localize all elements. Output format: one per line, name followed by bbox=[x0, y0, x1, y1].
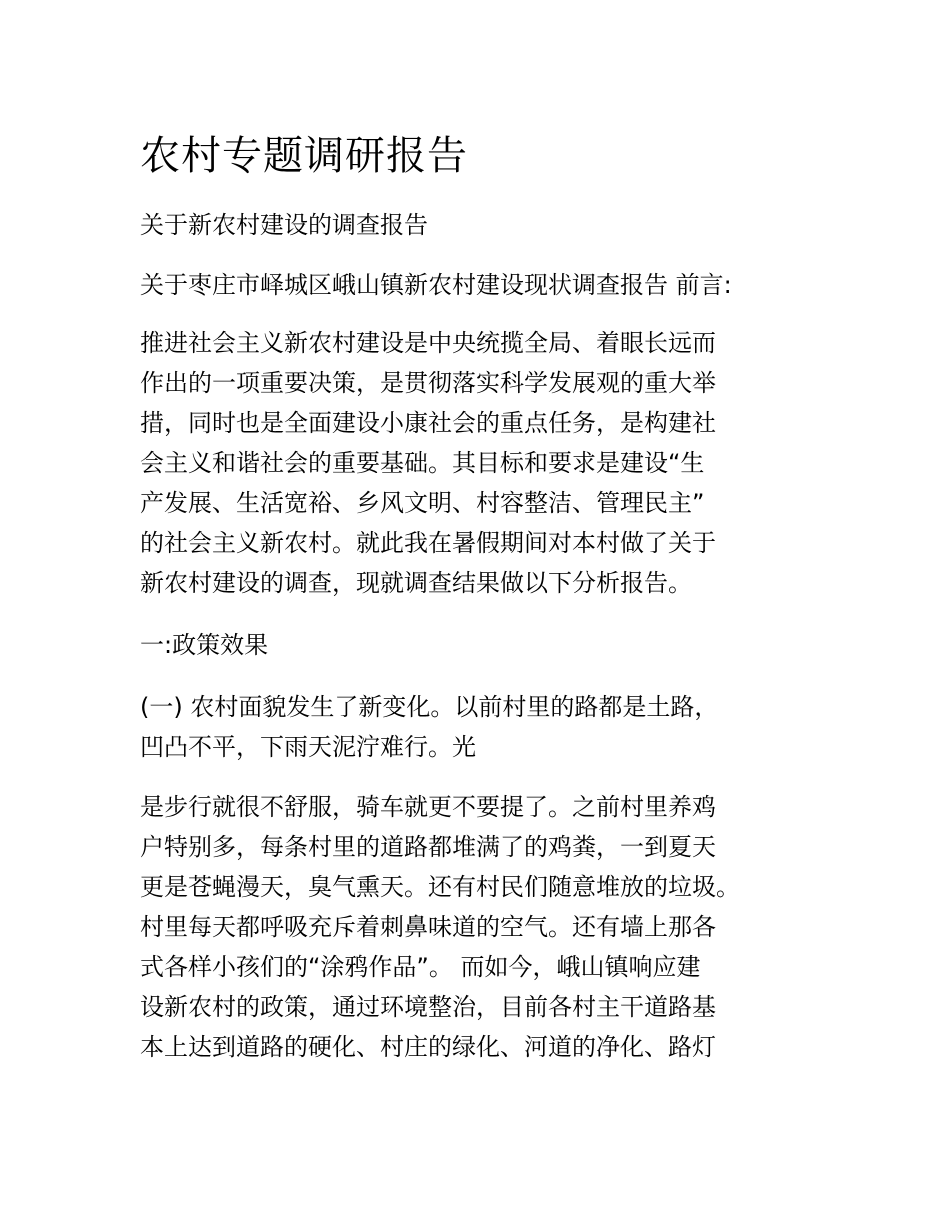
paragraph-line: 的社会主义新农村。就此我在暑假期间对本村做了关于 bbox=[140, 529, 716, 557]
paragraph-line: 措，同时也是全面建设小康社会的重点任务，是构建社 bbox=[140, 409, 716, 437]
page-title: 农村专题调研报告 bbox=[140, 133, 468, 179]
paragraph-line: (一) 农村面貌发生了新变化。以前村里的路都是土路， bbox=[140, 693, 719, 721]
paragraph-line: 会主义和谐社会的重要基础。其目标和要求是建设“生 bbox=[140, 449, 705, 477]
paragraph-line: 更是苍蝇漫天，臭气熏天。还有村民们随意堆放的垃圾。 bbox=[140, 873, 740, 901]
paragraph-line: 设新农村的政策，通过环境整治，目前各村主干道路基 bbox=[140, 993, 716, 1021]
paragraph-line: 新农村建设的调查，现就调查结果做以下分析报告。 bbox=[140, 569, 692, 597]
paragraph-line: 是步行就很不舒服，骑车就更不要提了。之前村里养鸡 bbox=[140, 793, 716, 821]
paragraph-line: 作出的一项重要决策，是贯彻落实科学发展观的重大举 bbox=[140, 369, 716, 397]
preface-paragraph bbox=[140, 323, 716, 603]
paragraph-line: 产发展、生活宽裕、乡风文明、村容整洁、管理民主” bbox=[140, 489, 705, 517]
paragraph-line: 村里每天都呼吸充斥着刺鼻味道的空气。还有墙上那各 bbox=[140, 913, 716, 941]
section-heading: 一:政策效果 bbox=[140, 631, 269, 659]
paragraph-line: 推进社会主义新农村建设是中央统揽全局、着眼长远而 bbox=[140, 329, 716, 357]
item-one-paragraph bbox=[140, 687, 718, 767]
paragraph-line: 凹凸不平，下雨天泥泞难行。光 bbox=[140, 733, 476, 761]
report-heading-line: 关于枣庄市峄城区峨山镇新农村建设现状调查报告 前言: bbox=[140, 271, 732, 299]
body-paragraph bbox=[140, 787, 740, 1067]
paragraph-line: 户特别多，每条村里的道路都堆满了的鸡粪，一到夏天 bbox=[140, 833, 716, 861]
subtitle: 关于新农村建设的调查报告 bbox=[140, 211, 428, 239]
paragraph-line: 本上达到道路的硬化、村庄的绿化、河道的净化、路灯 bbox=[140, 1033, 716, 1061]
paragraph-line: 式各样小孩们的“涂鸦作品”。 而如今，峨山镇响应建 bbox=[140, 953, 701, 981]
